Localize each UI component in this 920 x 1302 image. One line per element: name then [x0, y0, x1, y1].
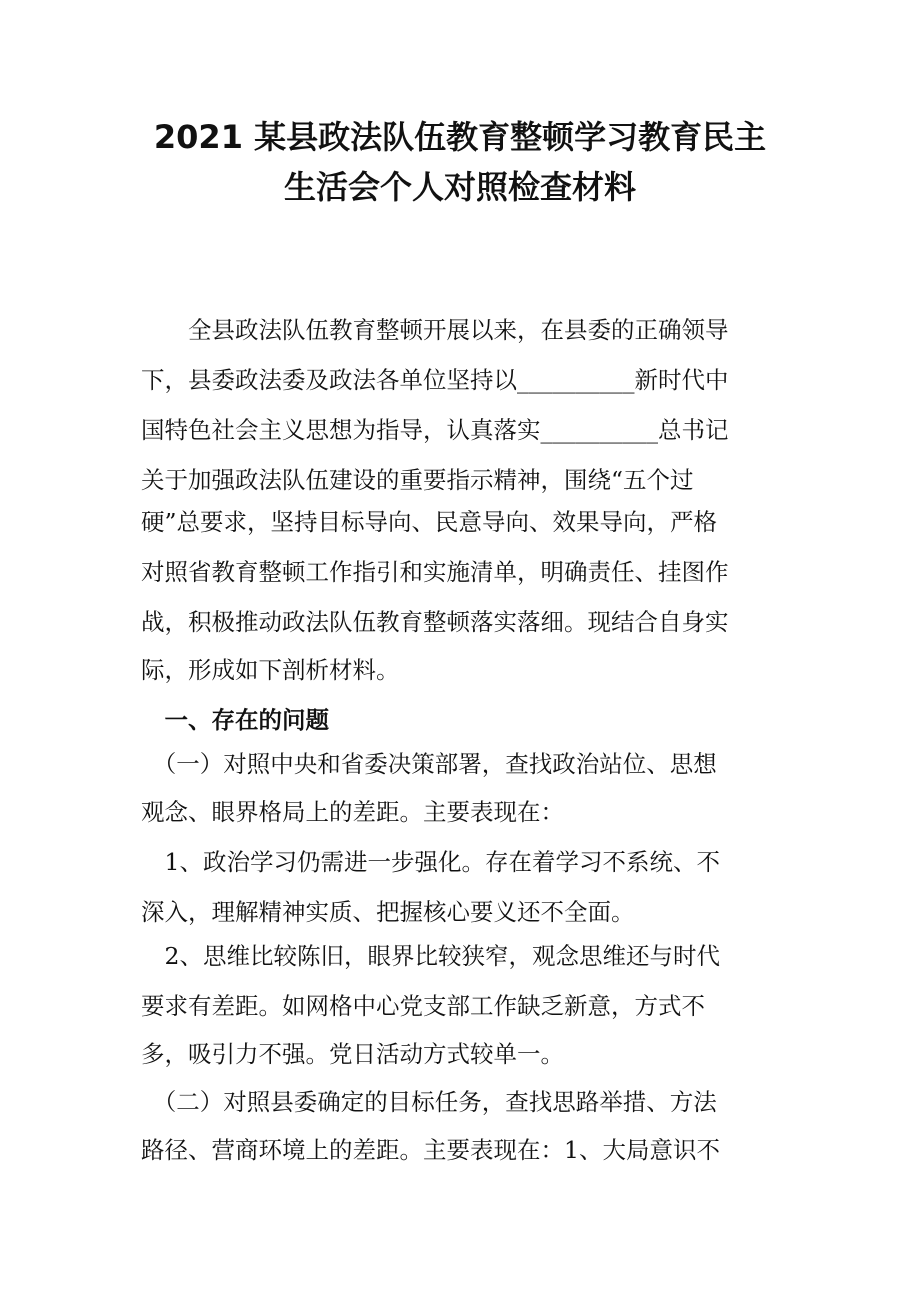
body-line: 战，积极推动政法队伍教育整顿落实落细。现结合自身实	[141, 608, 729, 636]
body-line: 2、思维比较陈旧，眼界比较狭窄，观念思维还与时代	[141, 942, 720, 970]
body-line: 1、政治学习仍需进一步强化。存在着学习不系统、不	[141, 848, 720, 876]
body-line: （一）对照中央和省委决策部署，查找政治站位、思想	[141, 750, 717, 778]
body-line: 际，形成如下剖析材料。	[141, 656, 400, 684]
body-line: 路径、营商环境上的差距。主要表现在：1、大局意识不	[141, 1136, 720, 1164]
body-line: 全县政法队伍教育整顿开展以来，在县委的正确领导	[141, 316, 729, 344]
body-line: 要求有差距。如网格中心党支部工作缺乏新意，方式不	[141, 992, 705, 1020]
body-line: 深入，理解精神实质、把握核心要义还不全面。	[141, 898, 635, 926]
body-line: 对照省教育整顿工作指引和实施清单，明确责任、挂图作	[141, 558, 729, 586]
body-line: 硬”总要求，坚持目标导向、民意导向、效果导向，严格	[141, 508, 718, 536]
body-line: 国特色社会主义思想为指导，认真落实__________总书记	[141, 416, 729, 444]
section-heading: 一、存在的问题	[141, 706, 329, 734]
body-line: 多，吸引力不强。党日活动方式较单一。	[141, 1040, 564, 1068]
document-title-line-1: 2021 某县政法队伍教育整顿学习教育民主	[153, 118, 767, 156]
body-line: 观念、眼界格局上的差距。主要表现在：	[141, 798, 564, 826]
body-line: 下，县委政法委及政法各单位坚持以__________新时代中	[141, 366, 729, 394]
body-line: 关于加强政法队伍建设的重要指示精神，围绕“五个过	[141, 466, 694, 494]
body-line: （二）对照县委确定的目标任务，查找思路举措、方法	[141, 1088, 717, 1116]
document-title-line-2: 生活会个人对照检查材料	[283, 168, 636, 206]
